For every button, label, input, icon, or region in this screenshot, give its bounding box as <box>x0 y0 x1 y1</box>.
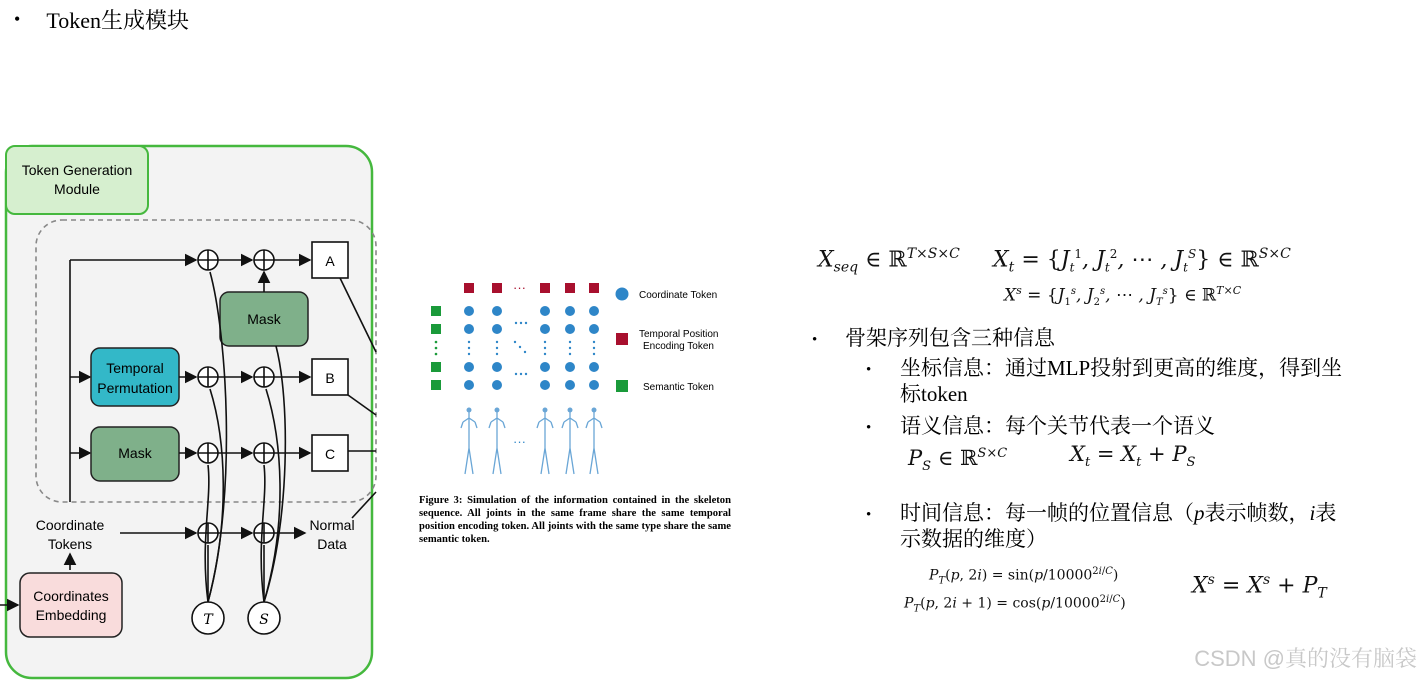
bullet-icon: • <box>866 420 872 436</box>
bullet-temporal-c: 表 <box>1315 501 1337 525</box>
t-label: T <box>203 612 213 628</box>
embedding-label: Coordinates <box>33 588 109 604</box>
bullet-temporal-text <box>900 500 1416 552</box>
ellipsis-icon: ··· <box>513 280 526 295</box>
watermark: CSDN @真的没有脑袋 <box>1194 646 1417 671</box>
bullet-coordinate-line2: 标token <box>900 382 968 406</box>
figure-caption: Figure 3: Simulation of the information contained in the skeleton sequence. All joints in the same frame share the same temporal position encoding token. All joints with the same type share the same semantic token. <box>419 495 731 545</box>
bullet-main-text: 骨架序列包含三种信息 <box>845 326 1055 350</box>
box-b-label: B <box>325 370 335 386</box>
temporal-label-2: Permutation <box>97 380 173 396</box>
bullet-semantic-text: 语义信息：每个关节代表一个语义 <box>900 414 1215 438</box>
equation-ps: $P_S$ ∈ ℝ$^{S\times C}$ <box>908 446 1008 475</box>
figure3-token-grid <box>425 278 745 478</box>
bullet-temporal-a: 时间信息：每一帧的位置信息（ <box>900 501 1194 525</box>
module-label-box <box>6 146 148 214</box>
equation-pt-sin: $P_T(p$, $2i) = \sin(p/10000^{2i/C})$ <box>929 566 1119 587</box>
bullet-semantic <box>866 413 1215 439</box>
bullet-temporal <box>866 500 1416 552</box>
legend-coordinate-marker <box>616 288 629 301</box>
box-c-label: C <box>324 446 336 462</box>
coordinates-embedding-block <box>20 573 122 637</box>
bullet-coordinate-line1: 坐标信息：通过MLP投射到更高的维度，得到坐 <box>900 356 1343 380</box>
var-i: i <box>1309 501 1316 525</box>
bullet-icon: • <box>812 332 818 348</box>
slide-title <box>14 4 189 35</box>
bullet-temporal-b: 表示帧数， <box>1204 501 1310 525</box>
equation-xs-sum: $X^s = X^s + P_T$ <box>1192 572 1327 602</box>
temporal-permutation-block <box>91 348 179 406</box>
legend-temporal: Temporal Position <box>639 329 719 340</box>
bullet-icon: • <box>866 507 872 523</box>
normal-data-label-2: Data <box>317 536 347 552</box>
legend-temporal-marker <box>616 333 628 345</box>
slide-title-text: Token生成模块 <box>46 8 189 33</box>
bullet-coordinate-text <box>900 355 1406 407</box>
var-p: p <box>1194 501 1205 525</box>
mask-top-label: Mask <box>247 311 281 327</box>
temporal-label: Temporal <box>106 360 164 376</box>
equation-pt-cos: $P_T(p$, $2i + 1) = \cos(p/10000^{2i/C})$ <box>904 594 1126 615</box>
normal-data-label: Normal <box>309 517 355 533</box>
legend-coordinate: Coordinate Token <box>639 290 718 301</box>
mask-bottom-label: Mask <box>118 445 152 461</box>
equation-xseq: $X_{seq}$ ∈ ℝ$^{T\times S\times C}$ <box>818 246 960 276</box>
temporal-token-row <box>464 283 599 293</box>
legend-temporal-2: Encoding Token <box>643 341 714 352</box>
equation-xt-sum: $X_t = X_t + P_S$ <box>1070 442 1196 471</box>
equation-xt: $X_t = \{J_t^1$, $J_t^2$, ⋯ , $J_t^S$} ∈ ℝ$^{S\times C}$ <box>993 246 1291 276</box>
module-label-2: Module <box>54 181 100 197</box>
box-a-label: A <box>325 253 335 269</box>
module-label: Token Generation <box>21 162 133 178</box>
bullet-main <box>812 325 1055 351</box>
coordinate-tokens-label: Coordinate <box>35 517 105 533</box>
coordinate-tokens-label-2: Tokens <box>47 536 93 552</box>
coordinate-token-grid <box>464 306 599 390</box>
bullet-icon: • <box>866 362 872 378</box>
legend-semantic-marker <box>616 380 628 392</box>
skeleton-ellipsis: ··· <box>513 434 526 449</box>
skeleton-figures <box>461 412 602 474</box>
s-label: S <box>259 612 269 628</box>
legend-semantic: Semantic Token <box>643 382 714 393</box>
embedding-label-2: Embedding <box>35 607 107 623</box>
equation-xs: $X^s = \{J_1^s$, $J_2^s$, ⋯ , $J_T^s$} ∈ ℝ$^{T\times C}$ <box>1004 284 1242 309</box>
token-generation-diagram <box>0 140 392 685</box>
bullet-icon: • <box>14 9 21 29</box>
bullet-temporal-d: 示数据的维度） <box>900 527 1047 551</box>
bullet-coordinate <box>866 355 1406 407</box>
